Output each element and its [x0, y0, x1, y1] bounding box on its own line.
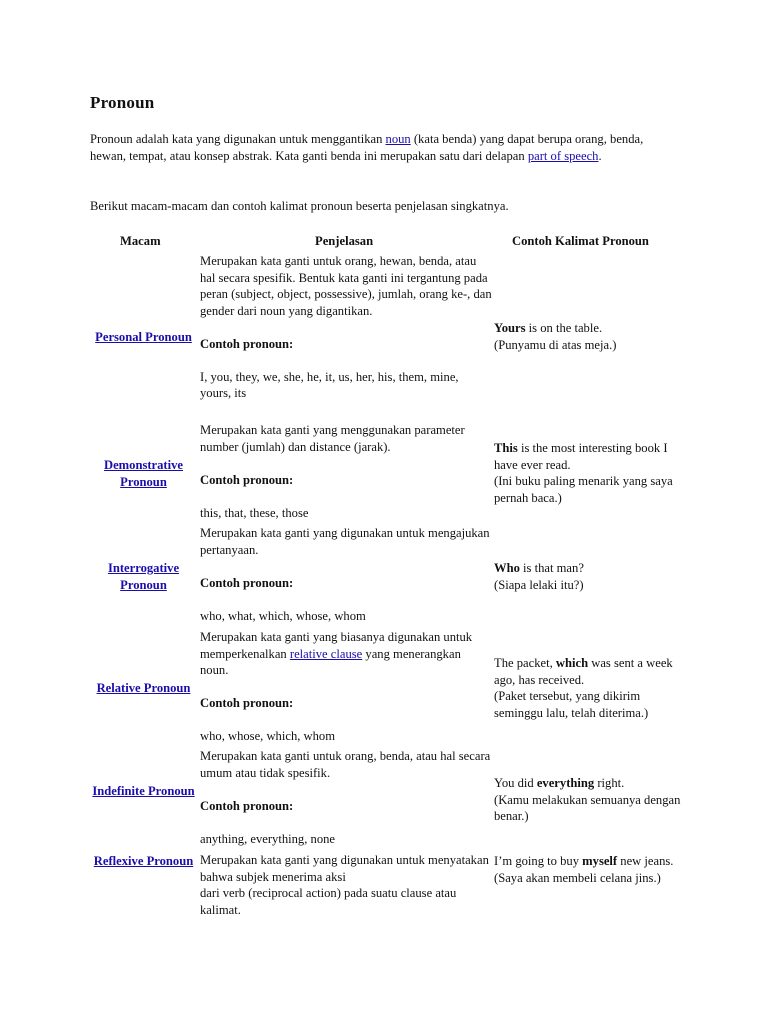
description-continued: dari verb (reciprocal action) pada suatu clause atau kalimat. [200, 886, 457, 917]
example-sentence: The packet, which was sent a week ago, has received. [494, 656, 673, 687]
relative-clause-link[interactable]: relative clause [289, 646, 363, 661]
translation: (Punyamu di atas meja.) [494, 337, 617, 352]
translation: (Siapa lelaki itu?) [494, 577, 584, 592]
translation: (Saya akan membeli celana jins.) [494, 870, 661, 885]
example-sentence: Yours is on the table. [494, 321, 603, 335]
examples: I, you, they, we, she, he, it, us, her, his, them, mine, yours, its [200, 369, 459, 400]
intro-text-1: Pronoun adalah kata yang digunakan untuk menggantikan [90, 132, 386, 146]
intro-text-2: (kata benda) yang dapat berupa orang, benda, hewan, tempat, atau konsep abstrak. Kata ganti benda ini merupakan satu dari delapan [90, 132, 644, 163]
description: Merupakan kata ganti yang digunakan untuk menyatakan bahwa subjek menerima aksi [200, 853, 489, 884]
intro-text-3: . [598, 148, 602, 163]
relative-pronoun-link[interactable]: Relative Pronoun [96, 681, 191, 695]
example-sentence: This is the most interesting book I have ever read. [494, 441, 668, 472]
personal-pronoun-link[interactable]: Personal Pronoun [95, 330, 192, 344]
examples: this, that, these, those [200, 505, 309, 520]
penjelasan-cell [200, 253, 492, 402]
highlight-word: This [494, 441, 518, 455]
macam-cell [90, 457, 197, 490]
header-macam: Macam [120, 234, 161, 248]
contoh-cell [494, 655, 689, 721]
description: Merupakan kata ganti yang digunakan untuk mengajukan pertanyaan. [200, 526, 490, 557]
highlight-word: myself [582, 854, 618, 868]
noun-link[interactable]: noun [385, 132, 411, 146]
intro-paragraph [90, 131, 665, 164]
examples-label: Contoh pronoun: [200, 696, 294, 710]
description: Merupakan kata ganti yang menggunakan parameter number (jumlah) dan distance (jarak). [200, 423, 465, 454]
contoh-cell [494, 853, 689, 886]
interrogative-pronoun-link[interactable]: Interrogative Pronoun [107, 561, 180, 592]
header-penjelasan: Penjelasan [315, 234, 374, 248]
penjelasan-cell [200, 422, 492, 521]
page-title: Pronoun [90, 93, 155, 112]
penjelasan-cell [200, 748, 492, 847]
contoh-cell [494, 440, 689, 506]
penjelasan-cell [200, 852, 492, 918]
macam-cell [90, 783, 197, 800]
indefinite-pronoun-link[interactable]: Indefinite Pronoun [92, 784, 195, 798]
description: Merupakan kata ganti yang biasanya digunakan untuk memperkenalkan relative clause yang menerangkan noun. [200, 630, 473, 677]
examples: anything, everything, none [200, 831, 336, 846]
part-of-speech-link[interactable]: part of speech [527, 148, 599, 163]
examples-label: Contoh pronoun: [200, 472, 294, 487]
contoh-cell [494, 320, 689, 353]
examples: who, what, which, whose, whom [200, 608, 366, 623]
description: Merupakan kata ganti untuk orang, hewan, benda, atau hal secara spesifik. Bentuk kata ganti ini tergantung pada peran (subject, object, possessive), jumlah, orang ke-, dan gender dari noun yang digantikan. [200, 254, 492, 318]
examples-label: Contoh pronoun: [200, 575, 294, 590]
highlight-word: Who [494, 561, 520, 575]
translation: (Paket tersebut, yang dikirim seminggu lalu, telah diterima.) [494, 689, 649, 720]
contoh-cell [494, 560, 689, 593]
reflexive-pronoun-link[interactable]: Reflexive Pronoun [93, 854, 194, 868]
examples-label: Contoh pronoun: [200, 798, 294, 813]
macam-cell [90, 853, 197, 870]
example-sentence: You did everything right. [494, 776, 625, 790]
example-sentence: I’m going to buy myself new jeans. [494, 854, 674, 868]
translation: (Kamu melakukan semuanya dengan benar.) [494, 792, 681, 823]
translation: (Ini buku paling menarik yang saya pernah baca.) [494, 474, 673, 505]
header-contoh: Contoh Kalimat Pronoun [512, 234, 649, 248]
penjelasan-cell [200, 525, 492, 624]
macam-cell [90, 560, 197, 593]
example-sentence: Who is that man? [494, 561, 584, 575]
description: Merupakan kata ganti untuk orang, benda, atau hal secara umum atau tidak spesifik. [200, 749, 491, 780]
highlight-word: Yours [494, 321, 526, 335]
highlight-word: everything [536, 776, 595, 790]
penjelasan-cell [200, 629, 492, 745]
demonstrative-pronoun-link[interactable]: Demonstrative Pronoun [103, 458, 184, 489]
highlight-word: which [555, 656, 589, 670]
macam-cell [90, 680, 197, 697]
macam-cell [90, 329, 197, 346]
examples: who, whose, which, whom [200, 729, 336, 743]
examples-label: Contoh pronoun: [200, 336, 294, 351]
subintro-paragraph: Berikut macam-macam dan contoh kalimat pronoun beserta penjelasan singkatnya. [90, 199, 509, 213]
contoh-cell [494, 775, 689, 825]
